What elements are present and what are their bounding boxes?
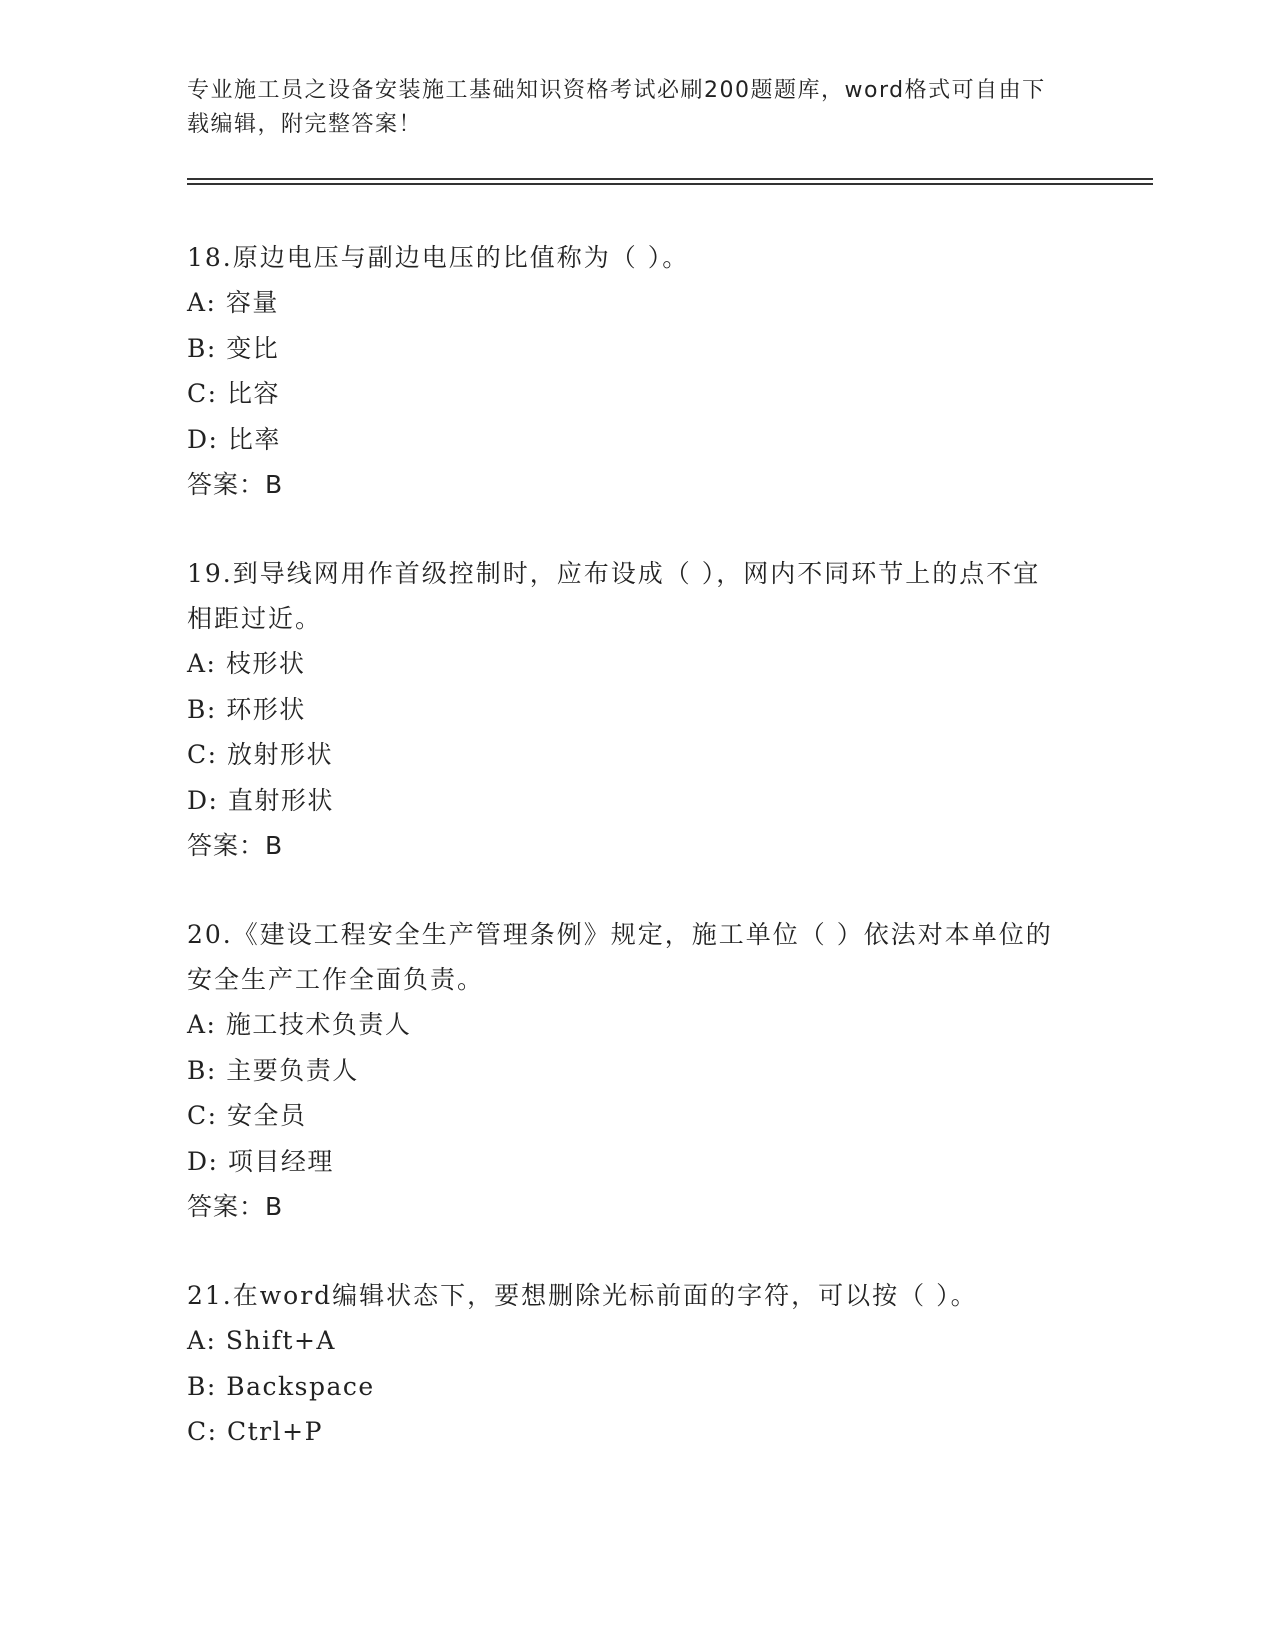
question-stem: 18.原边电压与副边电压的比值称为（ ）。 xyxy=(187,243,690,272)
option-d: D: 比率 xyxy=(187,424,281,454)
option-c: C: Ctrl+P xyxy=(187,1417,323,1446)
question-stem: 21.在word编辑状态下，要想删除光标前面的字符，可以按（ ）。 xyxy=(187,1281,978,1310)
answer-line: 答案：B xyxy=(187,470,284,499)
option-b: B: 变比 xyxy=(187,333,280,363)
answer-line: 答案：B xyxy=(187,1192,284,1221)
header-divider-bottom xyxy=(187,183,1153,185)
question-list xyxy=(187,235,1067,1499)
question-19 xyxy=(187,551,1067,868)
question-20 xyxy=(187,912,1067,1229)
option-a: A: 容量 xyxy=(187,288,279,317)
option-b: B: Backspace xyxy=(187,1371,375,1401)
option-a: A: 施工技术负责人 xyxy=(187,1010,412,1039)
option-d: D: 项目经理 xyxy=(187,1146,334,1176)
document-header: 专业施工员之设备安装施工基础知识资格考试必刷200题题库，word格式可自由下载编辑，附完整答案！ xyxy=(187,78,1046,137)
option-a: A: Shift+A xyxy=(187,1326,336,1355)
option-d: D: 直射形状 xyxy=(187,785,334,815)
question-21 xyxy=(187,1273,1067,1455)
option-b: B: 环形状 xyxy=(187,694,306,724)
answer-line: 答案：B xyxy=(187,831,284,860)
question-stem: 19.到导线网用作首级控制时，应布设成（ ），网内不同环节上的点不宜相距过近。 xyxy=(187,559,1041,633)
header-divider-top xyxy=(187,178,1153,180)
option-c: C: 比容 xyxy=(187,379,280,408)
option-c: C: 放射形状 xyxy=(187,740,333,769)
option-a: A: 枝形状 xyxy=(187,649,306,678)
question-stem: 20.《建设工程安全生产管理条例》规定，施工单位（ ）依法对本单位的安全生产工作全面负责。 xyxy=(187,920,1053,994)
question-18 xyxy=(187,235,1067,507)
option-c: C: 安全员 xyxy=(187,1101,307,1130)
option-b: B: 主要负责人 xyxy=(187,1055,359,1085)
